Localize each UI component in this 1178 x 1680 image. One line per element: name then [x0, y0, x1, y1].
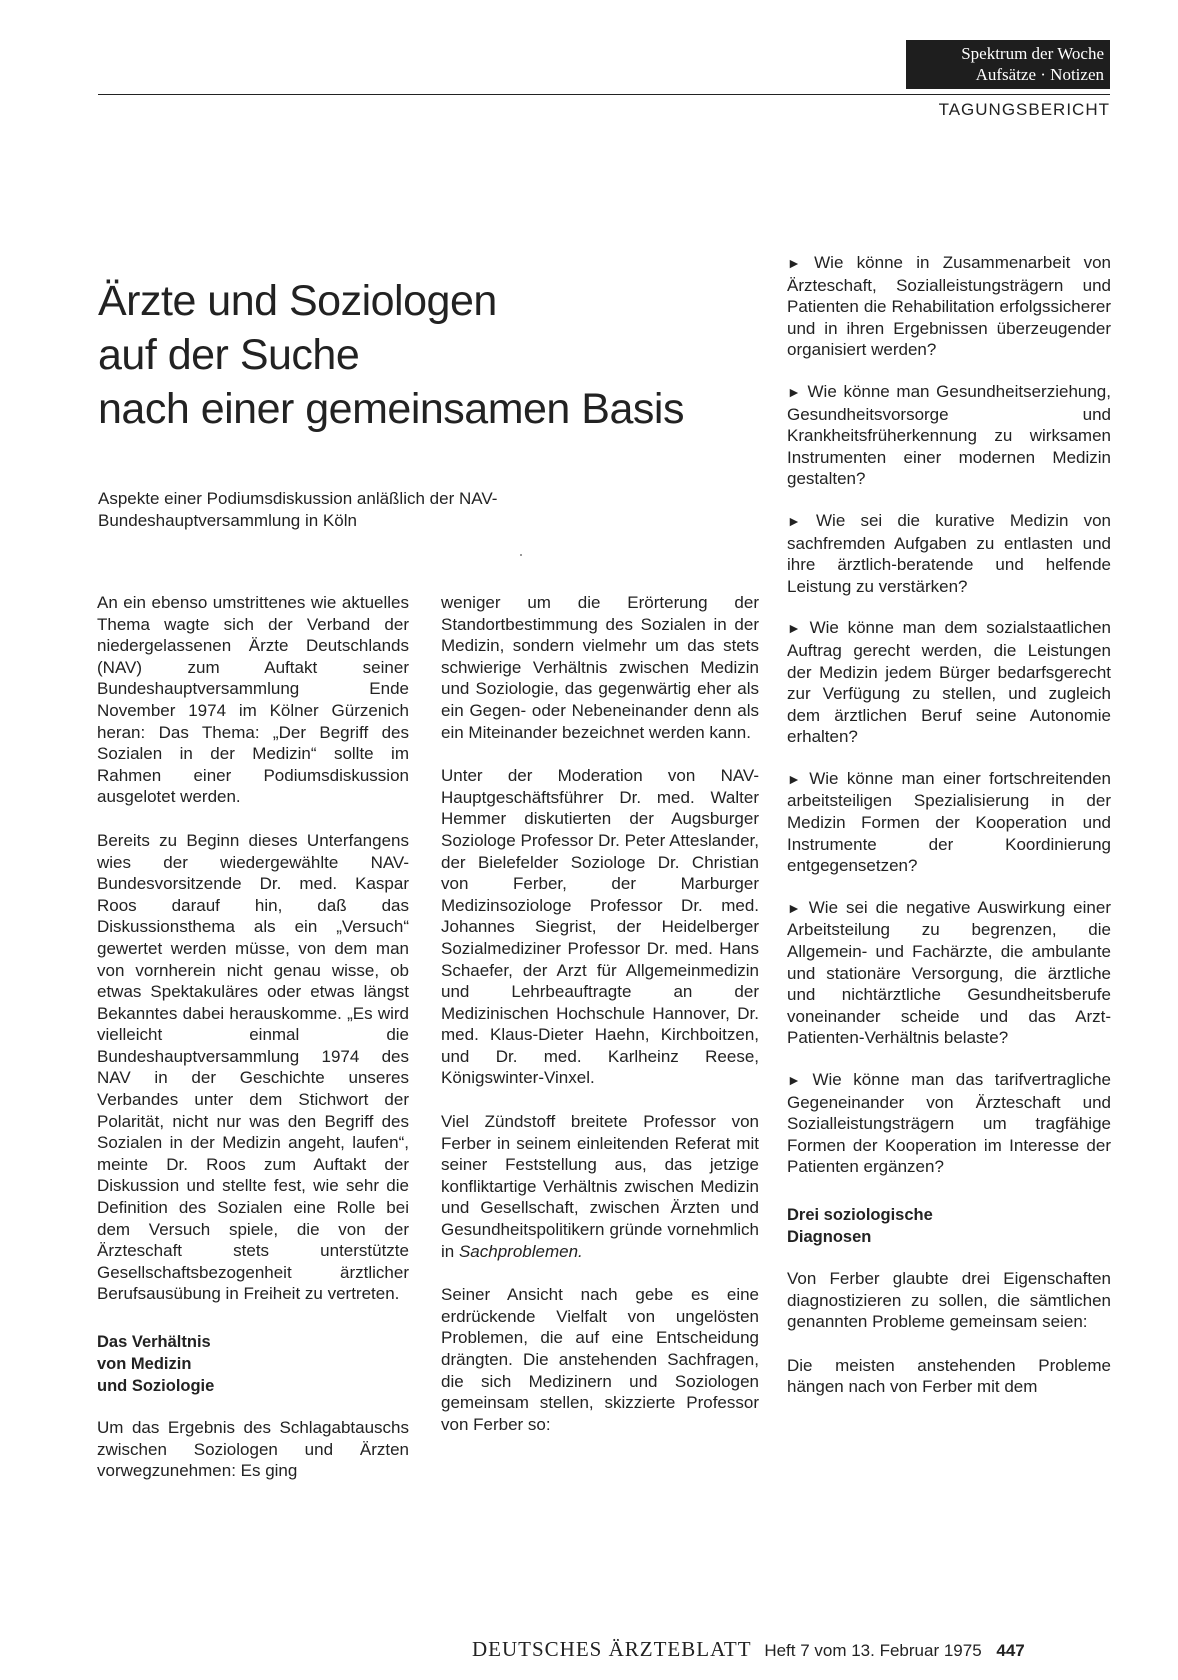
question-item: [787, 510, 1111, 597]
column-1: [97, 592, 409, 1504]
question-text: Wie könne man das tarifvertragliche Gegeneinander von Ärzteschaft und Sozialleistungsträgern um tragfähige Formen der Kooperation im Interesse der Patienten ergänzen?: [787, 1070, 1111, 1177]
question-text: Wie sei die kurative Medizin von sachfremden Aufgaben zu entlasten und ihre ärztlich-beratende und helfende Leistung zu verstärken?: [787, 510, 1111, 596]
paragraph: weniger um die Erörterung der Standortbestimmung des Sozialen in der Medizin, sondern vielmehr um das stets schwierige Verhältnis zwischen Medizin und Soziologie, das gegenwärtig eher als ein Gegen- oder Nebeneinander denn als ein Miteinander bezeichnet werden kann.: [441, 593, 759, 742]
question-item: [787, 252, 1111, 361]
question-item: [787, 1069, 1111, 1178]
paragraph: [441, 1111, 759, 1262]
heading-line: Diagnosen: [787, 1227, 872, 1246]
paragraph: Die meisten anstehenden Probleme hängen nach von Ferber mit dem: [787, 1355, 1111, 1397]
arrow-bullet-icon: ►: [787, 255, 801, 271]
print-speck: [520, 554, 522, 556]
paragraph: Unter der Moderation von NAV-Hauptgeschäftsführer Dr. med. Walter Hemmer diskutierten der Augsburger Soziologe Professor Dr. Peter Atteslander, der Bielefelder Soziologe Dr. Christian von Ferber, der Marburger Medizinsoziologe Professor Dr. med. Johannes Siegrist, der Heidelberger Sozialmediziner Professor Dr. med. Hans Schaefer, der Arzt für Allgemeinmedizin und Lehrbeauftragte an der Medizinischen Hochschule Hannover, Dr. med. Klaus-Dieter Haehn, Kirchboitzen, und Dr. med. Karlheinz Reese, Königswinter-Vinxel.: [441, 766, 759, 1088]
badge-line-1: Spektrum der Woche: [961, 44, 1104, 63]
question-text: Wie könne man dem sozialstaatlichen Auftrag gerecht werden, die Leistungen der Medizin jedem Bürger bedarfsgerecht zur Verfügung zu stellen, und zugleich dem ärztlichen Beruf seine Autonomie erhalten?: [787, 618, 1111, 747]
article-title: [98, 274, 758, 436]
arrow-bullet-icon: ►: [787, 1072, 801, 1088]
arrow-bullet-icon: ►: [787, 620, 801, 637]
journal-name: DEUTSCHES ÄRZTEBLATT: [472, 1637, 752, 1661]
question-item: [787, 897, 1111, 1049]
arrow-bullet-icon: ►: [787, 770, 801, 787]
heading-line: Das Verhältnis: [97, 1333, 211, 1351]
issue-info: Heft 7 vom 13. Februar 1975: [764, 1641, 982, 1660]
paragraph-text: Viel Zündstoff breitete Professor von Ferber in seinem einleitenden Referat mit seiner Feststellung aus, das jetzige konfliktartige Verhältnis zwischen Medizin und Gesellschaft, zwischen Ärzten und Gesundheitspolitikern gründe vornehmlich in: [441, 1112, 759, 1261]
title-line-3: nach einer gemeinsamen Basis: [98, 384, 684, 433]
header-rule: [98, 94, 1110, 95]
paragraph: Von Ferber glaubte drei Eigenschaften diagnostizieren zu sollen, die sämtlichen genannten Probleme gemeinsam seien:: [787, 1268, 1111, 1332]
paragraph: Bereits zu Beginn dieses Unterfangens wies der wiedergewählte NAV-Bundesvorsitzende Dr. med. Kaspar Roos darauf hin, daß das Diskussionsthema als ein „Versuch“ gewertet werden müsse, von dem man von vornherein nicht genau wisse, ob etwas Spektakuläres oder etwas längst Bekanntes dabei herauskomme. „Es wird vielleicht einmal die Bundeshauptversammlung 1974 des NAV in der Geschichte unseres Verbandes unter dem Stichwort der Polarität, nicht nur was den Begriff des Sozialen in der Medizin angeht, laufen“, meinte Dr. Roos zum Auftakt der Diskussion und stellte fest, wie sehr die Definition des Sozialen eine Rolle bei dem Versuch spiele, die von der Ärzteschaft stets unterstützte Gesellschaftsbezogenheit ärztlicher Berufsausübung in Freiheit zu vertreten.: [97, 830, 409, 1304]
column-2: [441, 592, 759, 1457]
heading-line: von Medizin: [97, 1355, 192, 1373]
article-subtitle: Aspekte einer Podiumsdiskussion anläßlich der NAV-Bundeshauptversammlung in Köln: [98, 489, 498, 530]
question-item: [787, 768, 1111, 877]
emphasis-text: Sachproblemen.: [458, 1241, 583, 1261]
badge-line-2: Aufsätze · Notizen: [975, 65, 1104, 84]
section-badge: [906, 40, 1110, 89]
arrow-bullet-icon: ►: [787, 512, 801, 529]
section-heading: [97, 1331, 409, 1397]
paragraph: An ein ebenso umstrittenes wie aktuelles Thema wagte sich der Verband der niedergelassenen Ärzte Deutschlands (NAV) zum Auftakt seiner Bundeshauptversammlung Ende November 1974 im Kölner Gürzenich heran: Das Thema: „Der Begriff des Sozialen in der Medizin“ sollte im Rahmen einer Podiumsdiskussion ausgelotet werden.: [97, 593, 409, 807]
paragraph: Um das Ergebnis des Schlagabtauschs zwischen Soziologen und Ärzten vorwegzunehmen: Es ging: [97, 1418, 409, 1481]
arrow-bullet-icon: ►: [787, 383, 801, 400]
question-text: Wie sei die negative Auswirkung einer Arbeitsteilung zu begrenzen, die Allgemein- und Fachärzte, die ambulante und stationäre Versorgung, die ärztliche und nichtärztliche Gesundheitsberufe voneinander scheide und das Arzt-Patienten-Verhältnis belaste?: [787, 897, 1111, 1048]
paragraph: Seiner Ansicht nach gebe es eine erdrückende Vielfalt von ungelösten Problemen, die auf eine Entscheidung drängten. Die anstehenden Sachfragen, die sich Medizinern und Soziologen gemeinsam stellen, skizzierte Professor von Ferber so:: [441, 1285, 759, 1434]
question-text: Wie könne man Gesundheitserziehung, Gesundheitsvorsorge und Krankheitsfrüherkennung zu wirksamen Instrumenten einer modernen Medizin gestalten?: [787, 381, 1111, 489]
column-3: [787, 252, 1111, 1420]
arrow-bullet-icon: ►: [787, 899, 801, 916]
question-item: [787, 617, 1111, 748]
title-line-1: Ärzte und Soziologen: [98, 276, 497, 325]
section-heading: [787, 1204, 1111, 1248]
title-line-2: auf der Suche: [98, 330, 360, 379]
page-footer: [472, 1637, 1025, 1662]
page-number: 447: [996, 1641, 1025, 1660]
heading-line: Drei soziologische: [787, 1205, 933, 1224]
question-text: Wie könne in Zusammenarbeit von Ärzteschaft, Sozialleistungsträgern und Patienten die Rehabilitation erfolgssicherer und in ihren Ergebnissen überzeugender organisiert werden?: [787, 253, 1111, 360]
question-text: Wie könne man einer fortschreitenden arbeitsteiligen Spezialisierung in der Medizin Formen der Kooperation und Instrumente der Koordinierung entgegensetzen?: [787, 768, 1111, 876]
section-label: TAGUNGSBERICHT: [938, 100, 1110, 119]
heading-line: und Soziologie: [97, 1377, 215, 1395]
question-item: [787, 381, 1111, 490]
